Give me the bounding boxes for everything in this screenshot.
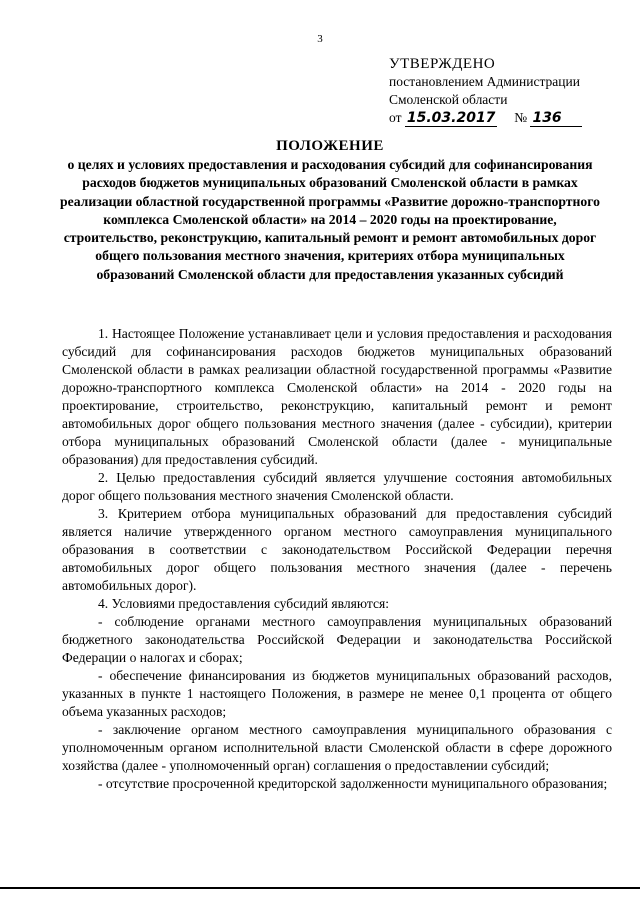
list-item: - соблюдение органами местного самоуправления муниципальных образований бюджетного законодательства Российской Федерации и законодательства Российской Федерации о налогах и сборах; bbox=[62, 614, 612, 665]
list-item: - обеспечение финансирования из бюджетов муниципальных образований расходов, указанных в пункте 1 настоящего Положения, в размере не менее 0,1 процента от общего объема указанных расходов; bbox=[62, 668, 612, 719]
approval-line-2: Смоленской области bbox=[389, 92, 508, 107]
paragraph-1: 1. Настоящее Положение устанавливает цели и условия предоставления и расходования субсидий для софинансирования расходов бюджетов муниципальных образований Смоленской области в рамках реализации областной государственной программы «Развитие дорожно-транспортного комплекса Смоленской области» на 2014 - 2020 годы на проектирование, строительство, реконструкцию, капитальный ремонт и ремонт автомобильных дорог общего пользования местного значения (далее - субсидии), критерии отбора муниципальных образований Смоленской области (далее - муниципальные образования) для предоставления субсидий. bbox=[62, 326, 612, 467]
paragraph-4: 4. Условиями предоставления субсидий являются: bbox=[98, 596, 390, 611]
document-title-block bbox=[58, 137, 602, 284]
document-title: ПОЛОЖЕНИЕ bbox=[276, 138, 384, 154]
handwritten-number: 136 bbox=[530, 111, 582, 127]
date-prefix: от bbox=[389, 110, 402, 125]
page-number: 3 bbox=[317, 33, 323, 45]
number-prefix: № bbox=[514, 110, 528, 125]
approval-stamp: УТВЕРЖДЕНО bbox=[389, 56, 496, 72]
paragraph-3: 3. Критерием отбора муниципальных образований для предоставления субсидий является наличие утвержденного органом местного самоуправления муниципального образования в соответствии с законодательством Российской Федерации перечня автомобильных дорог общего пользования местного значения (далее - перечень автомобильных дорог). bbox=[62, 506, 612, 593]
document-subtitle: о целях и условиях предоставления и расходования субсидий для софинансирования расходов бюджетов муниципальных образований Смоленской области в рамках реализации областной государственной программы «Развитие дорожно-транспортного комплекса Смоленской области» на 2014 – 2020 годы на проектирование, строительство, реконструкцию, капитальный ремонт и ремонт автомобильных дорог общего пользования местного значения, критериях отбора муниципальных образований Смоленской области для предоставления указанных субсидий bbox=[60, 157, 600, 282]
handwritten-date: 15.03.2017 bbox=[406, 110, 496, 126]
document-body bbox=[62, 325, 612, 793]
approval-line-1: постановлением Администрации bbox=[389, 74, 580, 89]
list-item: - заключение органом местного самоуправления муниципального образования с уполномоченным органом исполнительной власти Смоленской области в сфере дорожного хозяйства (далее - уполномоченный орган) соглашения о предоставлении субсидий; bbox=[62, 722, 612, 773]
approval-date-line bbox=[389, 109, 629, 127]
page-bottom-rule bbox=[0, 887, 640, 889]
approval-block bbox=[389, 55, 629, 127]
paragraph-2: 2. Целью предоставления субсидий является улучшение состояния автомобильных дорог общего пользования местного значения Смоленской области. bbox=[62, 470, 612, 503]
list-item: - отсутствие просроченной кредиторской задолженности муниципального образования; bbox=[98, 776, 608, 791]
